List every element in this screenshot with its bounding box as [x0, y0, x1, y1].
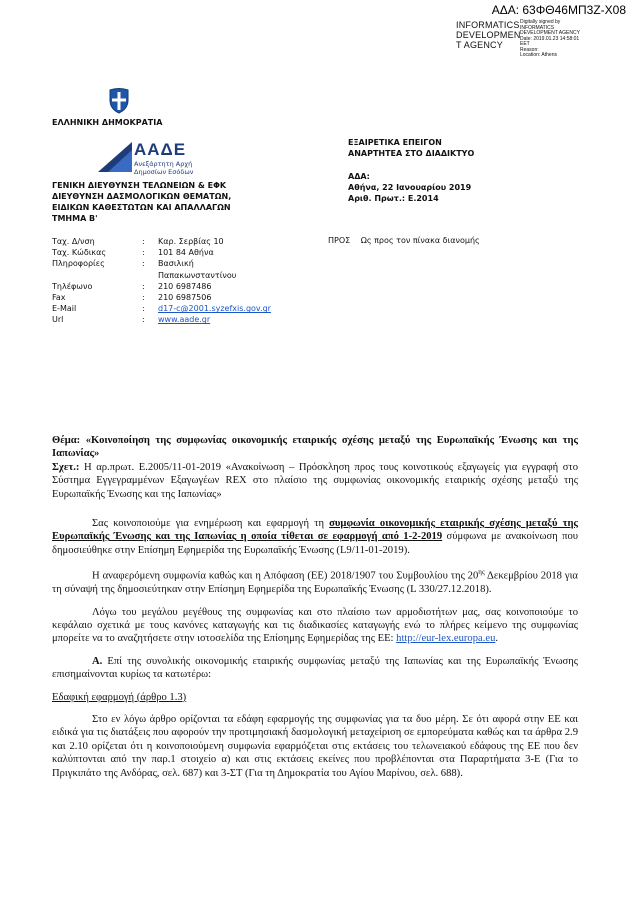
section-title: Εδαφική εφαρμογή (άρθρο 1.3): [52, 691, 187, 703]
aade-logo: [134, 140, 193, 176]
urgency-line: ΕΞΑΙΡΕΤΙΚΑ ΕΠΕΙΓΟΝ: [348, 138, 442, 147]
contact-value: Καρ. Σερβίας 10: [158, 237, 224, 246]
reference-label: Σχετ.:: [52, 461, 80, 473]
contact-row: [52, 270, 271, 281]
recipient-label: ΠΡΟΣ: [328, 236, 351, 245]
reference: [52, 461, 578, 501]
logo-subtitle-line: Δημοσίων Εσόδων: [134, 168, 194, 176]
signature-details: [520, 20, 610, 59]
paragraph-1: [52, 517, 578, 557]
paragraph-2: [52, 566, 578, 596]
text: Επί της συνολικής οικονομικής εταιρικής συμφωνίας μεταξύ της Ιαπωνίας και της Ευρωπαϊκής Ένωσης επισημαίνονται κυρίως τα κατωτέρω:: [52, 655, 578, 681]
contact-colon: :: [142, 315, 145, 325]
letter-body: [52, 434, 578, 780]
signature-detail-line: EET: [520, 41, 530, 47]
recipient: [328, 236, 480, 245]
contact-colon-empty: [142, 270, 158, 281]
paragraph-4: [52, 655, 578, 682]
recipient-value: Ως προς τον πίνακα διανομής: [360, 236, 480, 245]
contact-colon: :: [142, 281, 145, 291]
logo-title: ΑΑΔΕ: [134, 140, 187, 159]
ordinal-suffix: ης: [478, 568, 485, 577]
contact-row: [52, 247, 271, 258]
signature-name-line: DEVELOPMEN: [456, 30, 521, 40]
protocol-number: Αριθ. Πρωτ.: Ε.2014: [348, 194, 439, 203]
contact-label: [52, 270, 142, 281]
text: Δεκεμβρίου 2018 για τη σύναψή της δημοσιεύτηκαν στην Επίσημη Εφημερίδα της Ευρωπαϊκής Ένωσης (L 330/27.12.2018).: [52, 570, 578, 596]
contact-label: Ταχ. Δ/νση: [52, 237, 95, 246]
paragraph-5: Στο εν λόγω άρθρο ορίζονται τα εδάφη εφαρμογής της συμφωνίας για τα δυο μέρη. Σε ότι αφορά στην ΕΕ και ειδικά για τις διατάξεις που αφορούν την προτιμησιακή δασμολογική μεταχείριση σε εμπορεύματα καθώς και τα άρθρα 2.9 και 2.10 ορίζεται ότι η κοινοποιούμενη συμφωνία εφαρμόζεται στις εκτάσεις του τελωνειακού εδάφους της ΕΕ που δεν καλύπτονται από την παρ.1 στοιχείο α) και στις εκτάσεις εκείνες που προβλέπονται στα Παραρτήματα 3-Ε (Για το Πριγκιπάτο της Ανδόρας, σελ. 687) και 3-ΣΤ (Για τη Δημοκρατία του Αγίου Μαρίνου, σελ. 688).: [52, 714, 578, 779]
department-block: [52, 180, 231, 224]
contact-colon: :: [142, 237, 145, 246]
contact-row: [52, 258, 271, 269]
text: Η αναφερόμενη συμφωνία καθώς και η Απόφαση (ΕΕ) 2018/1907 του Συμβουλίου της 20: [92, 570, 479, 582]
urgency-block: [348, 137, 474, 159]
contact-colon: :: [142, 304, 145, 314]
agreement-emphasis: συμφωνία οικονομικής εταιρικής σχέσης μεταξύ της Ευρωπαϊκής Ένωσης και της Ιαπωνίας η οποία τίθεται σε εφαρμογή από 1-2-2019: [52, 518, 578, 543]
greek-emblem-icon: [108, 86, 130, 114]
text: .: [495, 633, 499, 645]
contact-table: [52, 236, 271, 326]
contact-value: 101 84 Αθήνα: [158, 248, 214, 258]
contact-row: [52, 281, 271, 292]
signature-detail-line: Location: Athens: [520, 52, 557, 58]
text: σύμφωνα με ανακοίνωση που δημοσιεύθηκε στην Επίσημη Εφημερίδα της Ευρωπαϊκής Ένωσης (L9/11-01-2019).: [52, 531, 578, 556]
contact-value: Βασιλική: [158, 259, 194, 269]
contact-label: Ταχ. Κώδικας: [52, 248, 107, 258]
website-link[interactable]: www.aade.gr: [158, 315, 211, 325]
signature-detail-line: INFORMATICS: [520, 24, 555, 31]
contact-colon: :: [142, 259, 145, 269]
text: Σας κοινοποιούμε για ενημέρωση και εφαρμογή τη: [92, 518, 330, 530]
section-letter: Α.: [92, 655, 103, 667]
logo-subtitle-line: Ανεξάρτητη Αρχή: [134, 160, 193, 168]
department-line: ΕΙΔΙΚΩΝ ΚΑΘΕΣΤΩΤΩΝ ΚΑΙ ΑΠΑΛΛΑΓΩΝ: [52, 203, 231, 212]
signature-detail-line: Date: 2019.01.23 14:58:01: [520, 35, 580, 42]
signature-name-line: T AGENCY: [456, 40, 503, 50]
ada-label: ΑΔΑ:: [348, 172, 370, 181]
ada-code: ΑΔΑ: 63ΦΘ46ΜΠ3Ζ-Χ08: [491, 3, 626, 17]
subject: [52, 434, 578, 461]
contact-value: Παπακωνσταντίνου: [158, 270, 237, 280]
contact-value: 210 6987506: [158, 293, 212, 303]
country-name: ΕΛΛΗΝΙΚΗ ΔΗΜΟΚΡΑΤΙΑ: [52, 118, 163, 127]
reference-text: Η αρ.πρωτ. Ε.2005/11-01-2019 «Ανακοίνωση – Πρόσκληση προς τους κοινοτικούς εξαγωγείς για εγγραφή στο Σύστημα Εγγεγραμμένων Εξαγωγέων REX στο πλαίσιο της συμφωνίας οικονομικής εταιρικής σχέσης μεταξύ της Ευρωπαϊκής Ένωσης και της Ιαπωνίας»: [52, 461, 578, 500]
signature-detail-line: Reason:: [520, 46, 539, 53]
contact-row: [52, 303, 271, 314]
aade-logo-mark-icon: [96, 140, 136, 174]
contact-value: 210 6987486: [158, 281, 212, 291]
text: Λόγω του μεγάλου μεγέθους της συμφωνίας και στο πλαίσιο των αρμοδιοτήτων μας, σας κοινοποιούμε το κεφάλαιο σχετικά με τους κανόνες καταγωγής και τις διαδικασίες καταγωγής ενώ το πλήρες κείμενο της συμφωνίας μπορείτε να το αναζητήσετε στην ιστοσελίδα της Επίσημης Εφημερίδας της ΕΕ:: [52, 606, 578, 645]
eur-lex-link[interactable]: http://eur-lex.europa.eu: [396, 633, 496, 645]
urgency-line: ΑΝΑΡΤΗΤΕΑ ΣΤΟ ΔΙΑΔΙΚΤΥΟ: [348, 149, 475, 158]
contact-colon: :: [142, 248, 145, 258]
contact-label: Τηλέφωνο: [52, 281, 93, 291]
paragraph-3: [52, 606, 578, 646]
document-date: Αθήνα, 22 Ιανουαρίου 2019: [348, 183, 472, 192]
contact-label: E-Mail: [52, 304, 77, 314]
department-line: ΔΙΕΥΘΥΝΣΗ ΔΑΣΜΟΛΟΓΙΚΩΝ ΘΕΜΑΤΩΝ,: [52, 192, 232, 201]
signature-detail-line: DEVELOPMENT AGENCY: [520, 30, 580, 36]
contact-row: [52, 236, 271, 247]
contact-label: Πληροφορίες: [52, 259, 105, 269]
contact-row: [52, 314, 271, 325]
signature-name: [456, 20, 521, 50]
contact-label: Url: [52, 315, 64, 325]
contact-row: [52, 292, 271, 303]
department-line: ΤΜΗΜΑ Β': [52, 214, 98, 223]
signature-detail-line: Digitally signed by: [520, 19, 561, 25]
contact-label: Fax: [52, 293, 66, 303]
subject-text: «Κοινοποίηση της συμφωνίας οικονομικής εταιρικής σχέσης μεταξύ της Ευρωπαϊκής Ένωσης και της Ιαπωνίας»: [52, 435, 578, 460]
reference-block: [348, 171, 471, 204]
email-link[interactable]: d17-c@2001.syzefxis.gov.gr: [158, 304, 271, 314]
signature-name-line: INFORMATICS: [456, 20, 520, 30]
contact-colon: :: [142, 293, 145, 303]
subject-label: Θέμα:: [52, 435, 81, 446]
department-line: ΓΕΝΙΚΗ ΔΙΕΥΘΥΝΣΗ ΤΕΛΩΝΕΙΩΝ & ΕΦΚ: [52, 181, 227, 190]
